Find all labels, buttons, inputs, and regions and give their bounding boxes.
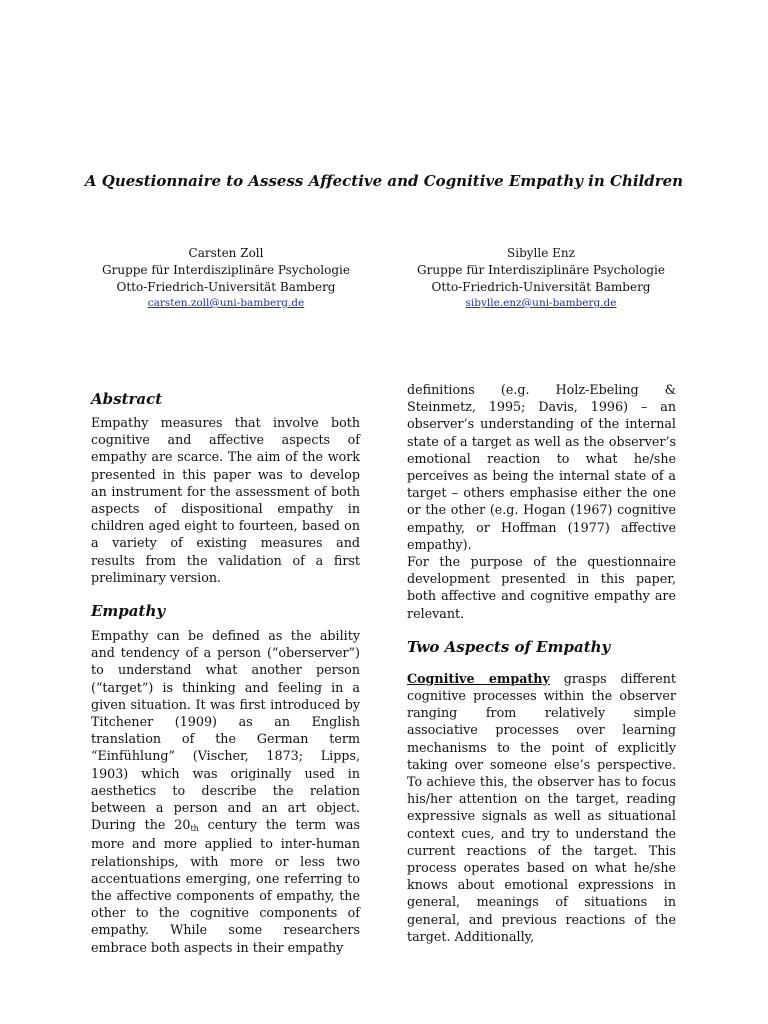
author-block-1 (76, 245, 376, 310)
cognitive-empathy-paragraph (407, 670, 676, 945)
right-column (407, 381, 676, 945)
left-column (91, 380, 360, 956)
author-affiliation-university: Otto-Friedrich-Universität Bamberg (116, 280, 336, 294)
author-affiliation-group: Gruppe für Interdisziplinäre Psychologie (102, 263, 350, 277)
author-affiliation-group: Gruppe für Interdisziplinäre Psychologie (417, 263, 665, 277)
author-email-link[interactable]: sibylle.enz@uni-bamberg.de (465, 297, 617, 309)
author-block-2 (391, 245, 691, 310)
author-name: Sibylle Enz (507, 246, 575, 260)
cognitive-empathy-term: Cognitive empathy (407, 670, 550, 686)
ordinal-superscript: th (190, 824, 199, 834)
author-email-link[interactable]: carsten.zoll@uni-bamberg.de (147, 297, 305, 309)
author-name: Carsten Zoll (188, 246, 264, 260)
abstract-paragraph: Empathy measures that involve both cognitive and affective aspects of empathy are scarce. The aim of the work presented in this paper was to develop an instrument for the assessment of both aspects of dispositional empathy in children aged eight to fourteen, based on a variety of existing measures and results from the validation of a first preliminary version. (91, 415, 360, 585)
empathy-text-part-2: century the term was more and more applied to inter-human relationships, with more or less two accentuations emerging, one referring to the affective components of empathy, the other to the cognitive components of empathy. While some researchers embrace both aspects in their empathy (91, 817, 361, 955)
cognitive-empathy-text: grasps different cognitive processes within the observer ranging from relatively simple associative processes over learning mechanisms to the point of explicitly taking over someone else’s perspective. To achieve this, the observer has to focus his/her attention on the target, reading expressive signals as well as situational context cues, and try to understand the current reactions of the target. This process operates based on what he/she knows about emotional expressions in general, meanings of situations in general, and previous reactions of the target. Additionally, (407, 670, 676, 944)
empathy-paragraph (91, 627, 360, 956)
two-aspects-heading: Two Aspects of Empathy (407, 637, 611, 656)
abstract-heading: Abstract (91, 390, 163, 408)
empathy-text-part-1: Empathy can be defined as the ability and tendency of a person (“oberserver”) to understand what another person (“target”) is thinking and feeling in a given situation. It was first introduced by Titchener (1909) as an English translation of the German term “Einfühlung” (Vischer, 1873; Lipps, 1903) which was originally used in aesthetics to describe the relation between a person and an art object. During the 20 (91, 628, 360, 833)
author-affiliation-university: Otto-Friedrich-Universität Bamberg (431, 280, 651, 294)
purpose-paragraph: For the purpose of the questionnaire development presented in this paper, both affective and cognitive empathy are relevant. (407, 554, 676, 621)
paper-title: A Questionnaire to Assess Affective and Cognitive Empathy in Children (84, 172, 684, 190)
empathy-heading: Empathy (91, 602, 166, 621)
definitions-paragraph: definitions (e.g. Holz-Ebeling & Steinmetz, 1995; Davis, 1996) – an observer’s understanding of the internal state of a target as well as the observer’s emotional reaction to what he/she perceives as being the internal state of a target – others emphasise either the one or the other (e.g. Hogan (1967) cognitive empathy, or Hoffman (1977) affective empathy). (407, 382, 676, 552)
